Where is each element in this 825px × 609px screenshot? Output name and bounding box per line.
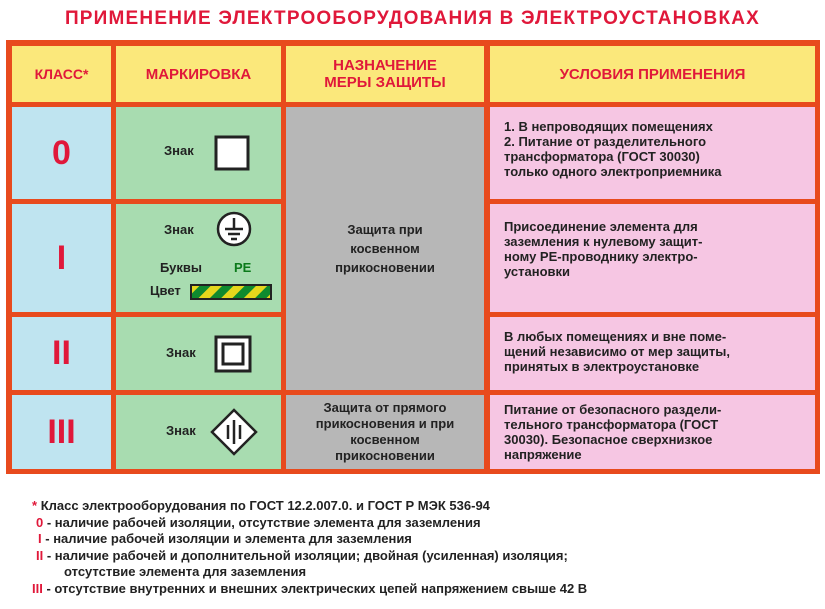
conditions-class-2: В любых помещениях и вне поме- щений независимо от мер защиты, принятых в электроустановке	[490, 317, 815, 390]
color-label: Цвет	[150, 283, 181, 298]
footnote-item: отсутствие элемента для заземления	[64, 564, 307, 580]
sign-label: Знак	[166, 345, 196, 360]
classification-table	[6, 40, 820, 474]
header-marking: МАРКИРОВКА	[116, 46, 281, 102]
protection-direct-indirect: Защита от прямого прикосновения и при косвенном прикосновении	[286, 395, 484, 469]
yellow-green-stripe-icon	[190, 284, 272, 300]
footnote-item: III - отсутствие внутренних и внешних электрических цепей напряжением свыше 42 В	[32, 580, 588, 596]
class-2: II	[12, 317, 111, 390]
footnotes	[32, 498, 822, 598]
header-conditions: УСЛОВИЯ ПРИМЕНЕНИЯ	[490, 46, 815, 102]
class-3: III	[12, 395, 111, 469]
class-0: 0	[12, 107, 111, 199]
header-purpose: НАЗНАЧЕНИЕ МЕРЫ ЗАЩИТЫ	[286, 46, 484, 102]
pe-letters: PE	[234, 260, 252, 275]
header-class: КЛАСС*	[12, 46, 111, 102]
marking-class-0	[116, 107, 281, 199]
double-insulation-icon	[213, 334, 253, 374]
marking-class-1	[116, 204, 281, 312]
sign-label: Знак	[166, 423, 196, 438]
protection-indirect: Защита при косвенном прикосновении	[286, 107, 484, 390]
footnote-item: I - наличие рабочей изоляции и элемента для заземления	[38, 531, 412, 547]
marking-class-2	[116, 317, 281, 390]
sign-label: Знак	[164, 222, 194, 237]
class-0-sign-icon	[212, 133, 252, 173]
ground-icon	[215, 210, 253, 248]
footnote-item: II - наличие рабочей и дополнительной изоляции; двойная (усиленная) изоляция;	[36, 547, 568, 563]
conditions-class-0: 1. В непроводящих помещениях 2. Питание от разделительного трансформатора (ГОСТ 30030) только одного электроприемника	[490, 107, 815, 199]
safety-extra-low-voltage-icon	[210, 408, 258, 456]
marking-class-3	[116, 395, 281, 469]
letters-label: Буквы	[160, 260, 203, 275]
conditions-class-3: Питание от безопасного раздели- тельного трансформатора (ГОСТ 30030). Безопасное сверхнизкое напряжение	[490, 395, 815, 469]
conditions-class-1: Присоединение элемента для заземления к нулевому защит- ному PE-проводнику электро- установки	[490, 204, 815, 312]
class-1: I	[12, 204, 111, 312]
page-title: ПРИМЕНЕНИЕ ЭЛЕКТРООБОРУДОВАНИЯ В ЭЛЕКТРОУСТАНОВКАХ	[64, 8, 761, 29]
footnote-intro: * Класс электрооборудования по ГОСТ 12.2.007.0. и ГОСТ Р МЭК 536-94	[32, 498, 490, 513]
footnote-item: 0 - наличие рабочей изоляции, отсутствие элемента для заземления	[36, 514, 481, 530]
sign-label: Знак	[164, 143, 194, 158]
